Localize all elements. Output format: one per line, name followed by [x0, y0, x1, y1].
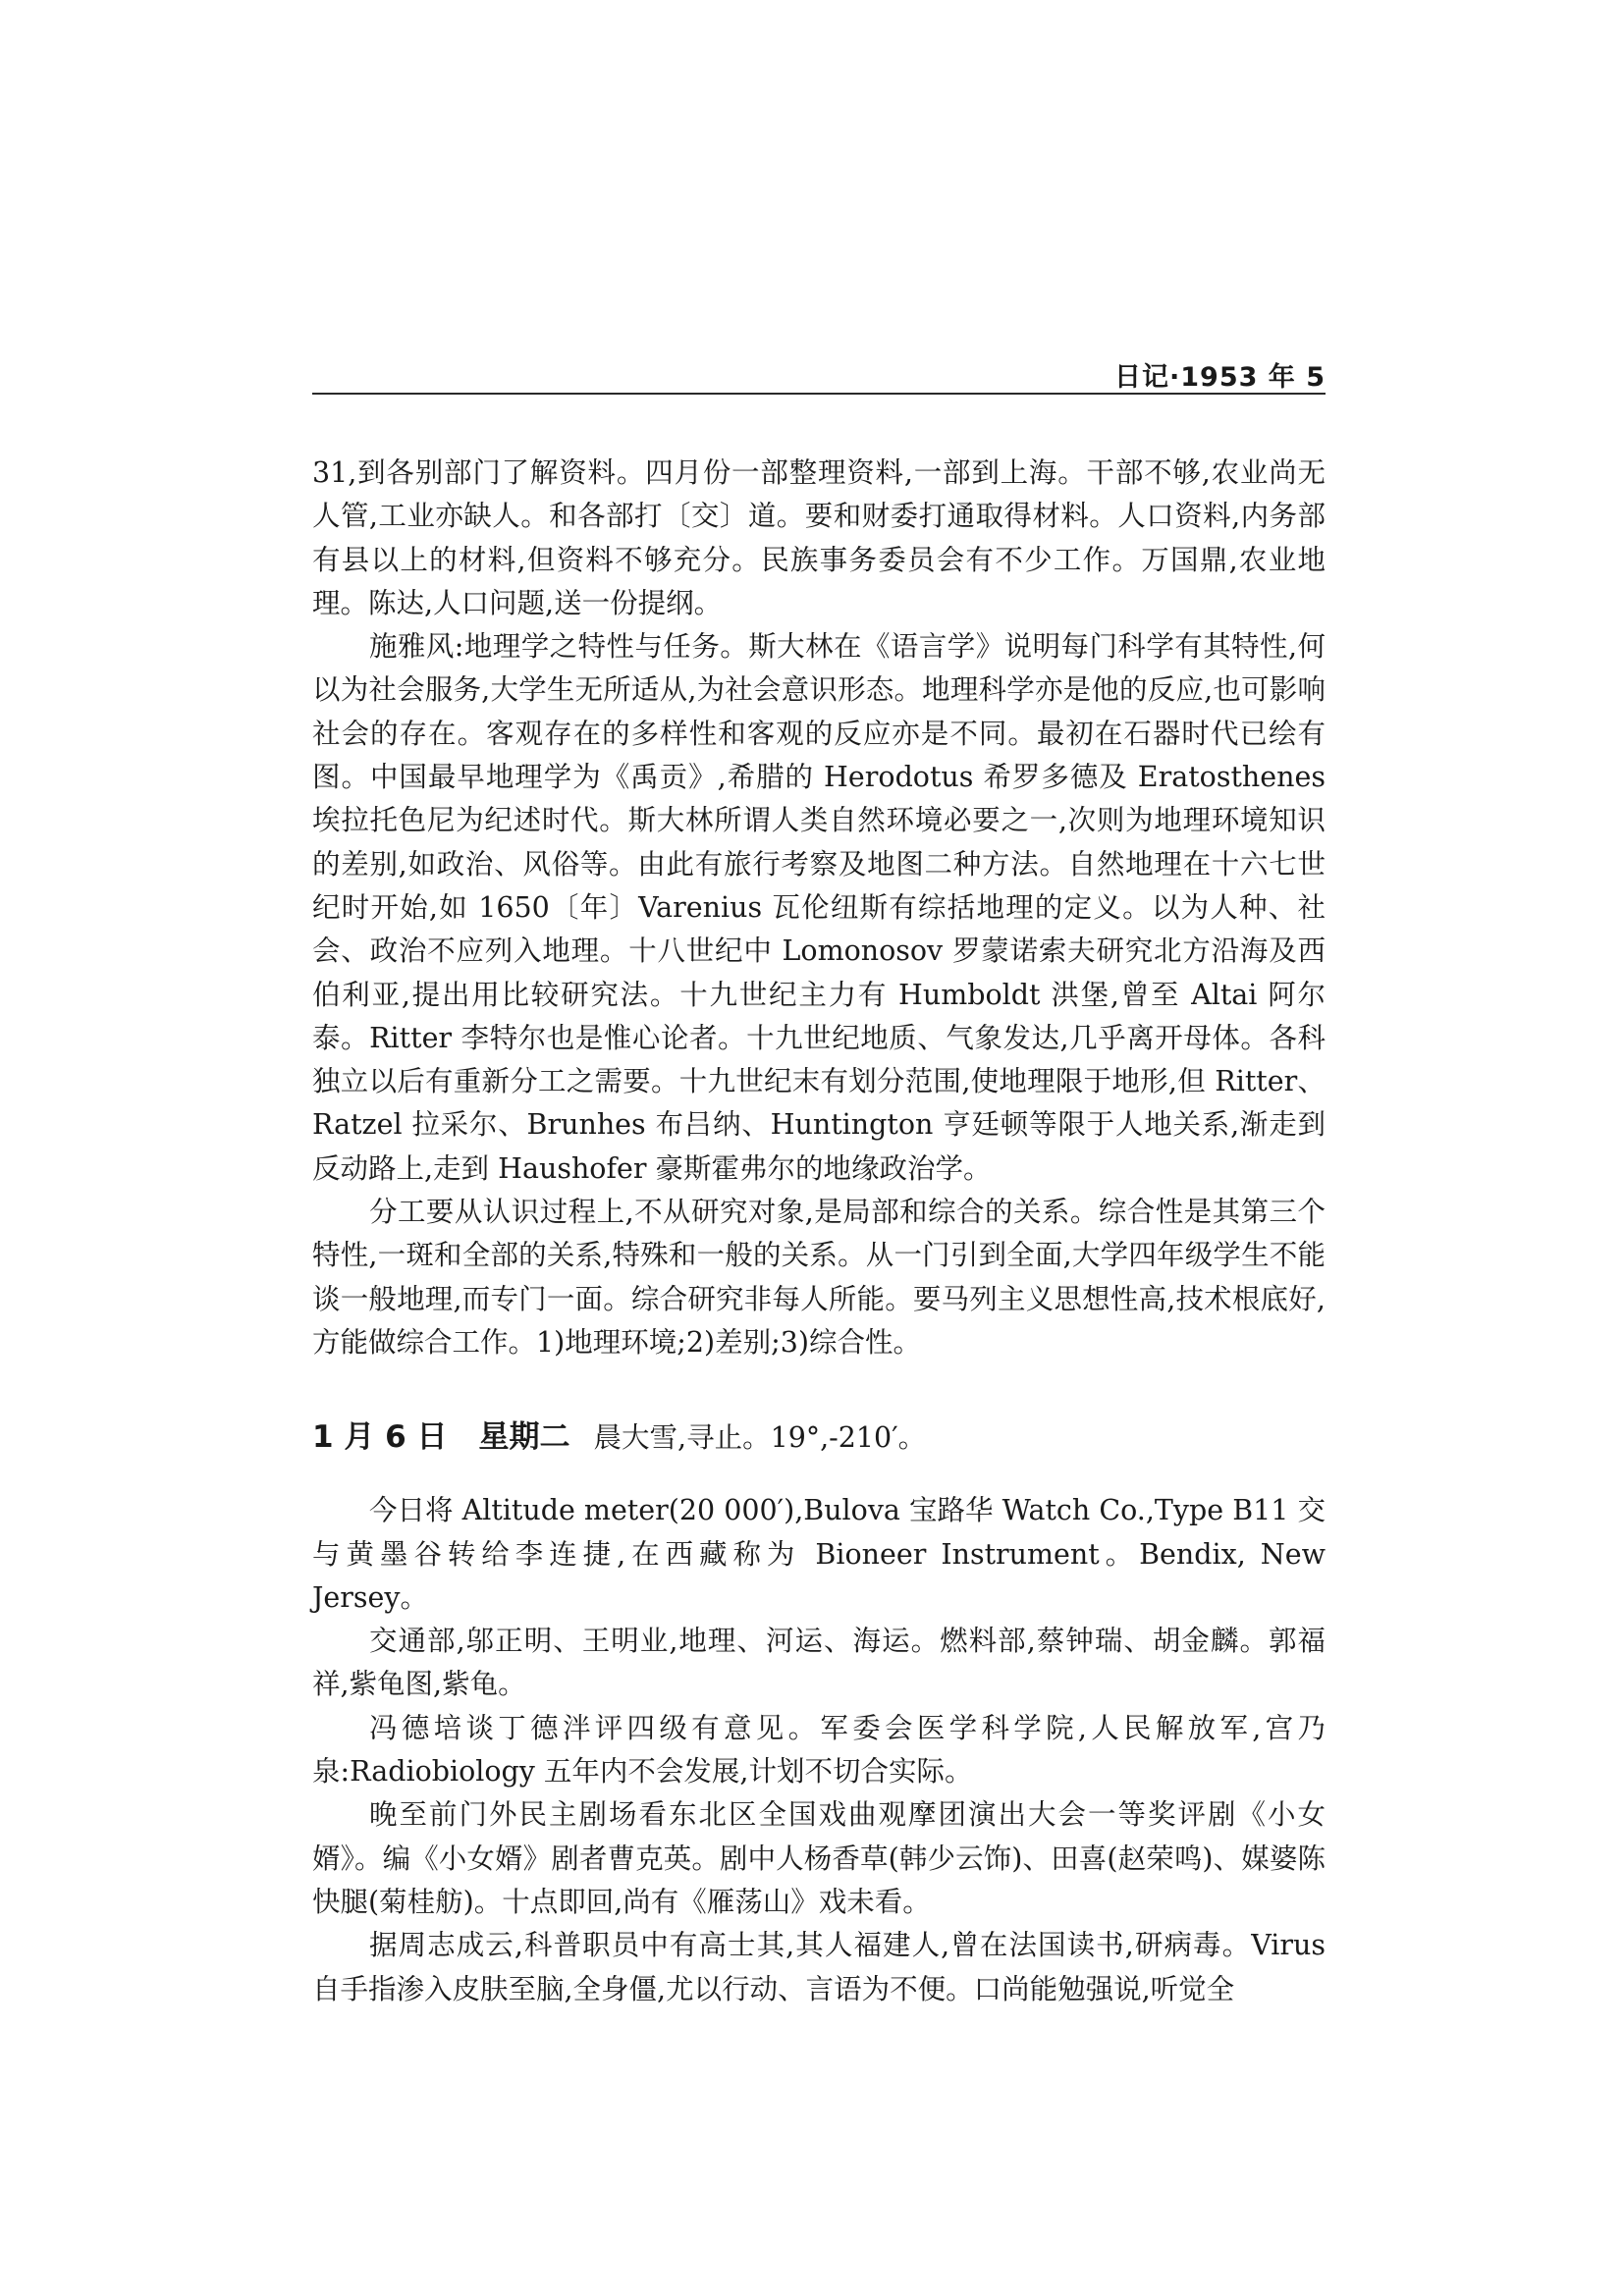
entry-weather: 晨大雪,寻止。19°,-210′。: [593, 1421, 927, 1455]
page-header: [312, 355, 1326, 395]
running-head: 日记·1953 年 5: [1114, 362, 1326, 393]
entry-weekday: 星期二: [478, 1419, 570, 1456]
diary-entry-heading: [312, 1415, 1326, 1460]
header-rule: [312, 393, 1326, 395]
page-body: [312, 452, 1326, 2011]
paragraph: 施雅风:地理学之特性与任务。斯大林在《语言学》说明每门科学有其特性,何以为社会服务,大学生无所适从,为社会意识形态。地理科学亦是他的反应,也可影响社会的存在。客观存在的多样性和客观的反应亦是不同。最初在石器时代已绘有图。中国最早地理学为《禹贡》,希腊的 Herodotus 希罗多德及 Eratosthenes 埃拉托色尼为纪述时代。斯大林所谓人类自然环境必要之一,次则为地理环境知识的差别,如政治、风俗等。由此有旅行考察及地图二种方法。自然地理在十六七世纪时开始,如 1650〔年〕Varenius 瓦伦纽斯有综括地理的定义。以为人种、社会、政治不应列入地理。十八世纪中 Lomonosov 罗蒙诺索夫研究北方沿海及西伯利亚,提出用比较研究法。十九世纪主力有 Humboldt 洪堡,曾至 Altai 阿尔泰。Ritter 李特尔也是惟心论者。十九世纪地质、气象发达,几乎离开母体。各科独立以后有重新分工之需要。十九世纪末有划分范围,使地理限于地形,但 Ritter、Ratzel 拉采尔、Brunhes 布吕纳、Huntington 亨廷顿等限于人地关系,渐走到反动路上,走到 Haushofer 豪斯霍弗尔的地缘政治学。: [312, 630, 1326, 1185]
paragraph: 31,到各别部门了解资料。四月份一部整理资料,一部到上海。干部不够,农业尚无人管,工业亦缺人。和各部打〔交〕道。要和财委打通取得材料。人口资料,内务部有县以上的材料,但资料不够充分。民族事务委员会有不少工作。万国鼎,农业地理。陈达,人口问题,送一份提纲。: [312, 456, 1326, 619]
entry-date: 1 月 6 日: [312, 1419, 448, 1456]
paragraph: 今日将 Altitude meter(20 000′),Bulova 宝路华 Watch Co.,Type B11 交与黄墨谷转给李连捷,在西藏称为 Bioneer Instrument。Bendix, New Jersey。: [312, 1494, 1326, 1614]
paragraph: 冯德培谈丁德泮评四级有意见。军委会医学科学院,人民解放军,宫乃泉:Radiobiology 五年内不会发展,计划不切合实际。: [312, 1711, 1326, 1789]
paragraph: 晚至前门外民主剧场看东北区全国戏曲观摩团演出大会一等奖评剧《小女婿》。编《小女婿》剧者曹克英。剧中人杨香草(韩少云饰)、田喜(赵荣鸣)、媒婆陈快腿(菊桂舫)。十点即回,尚有《雁荡山》戏未看。: [312, 1798, 1326, 1918]
paragraph: 交通部,邬正明、王明业,地理、河运、海运。燃料部,蔡钟瑞、胡金麟。郭福祥,紫龟图,紫龟。: [312, 1625, 1326, 1701]
paragraph: 据周志成云,科普职员中有高士其,其人福建人,曾在法国读书,研病毒。Virus 自手指渗入皮肤至脑,全身僵,尤以行动、言语为不便。口尚能勉强说,听觉全: [312, 1929, 1326, 2005]
paragraph: 分工要从认识过程上,不从研究对象,是局部和综合的关系。综合性是其第三个特性,一斑和全部的关系,特殊和一般的关系。从一门引到全面,大学四年级学生不能谈一般地理,而专门一面。综合研究非每人所能。要马列主义思想性高,技术根底好,方能做综合工作。1)地理环境;2)差别;3)综合性。: [312, 1196, 1326, 1359]
